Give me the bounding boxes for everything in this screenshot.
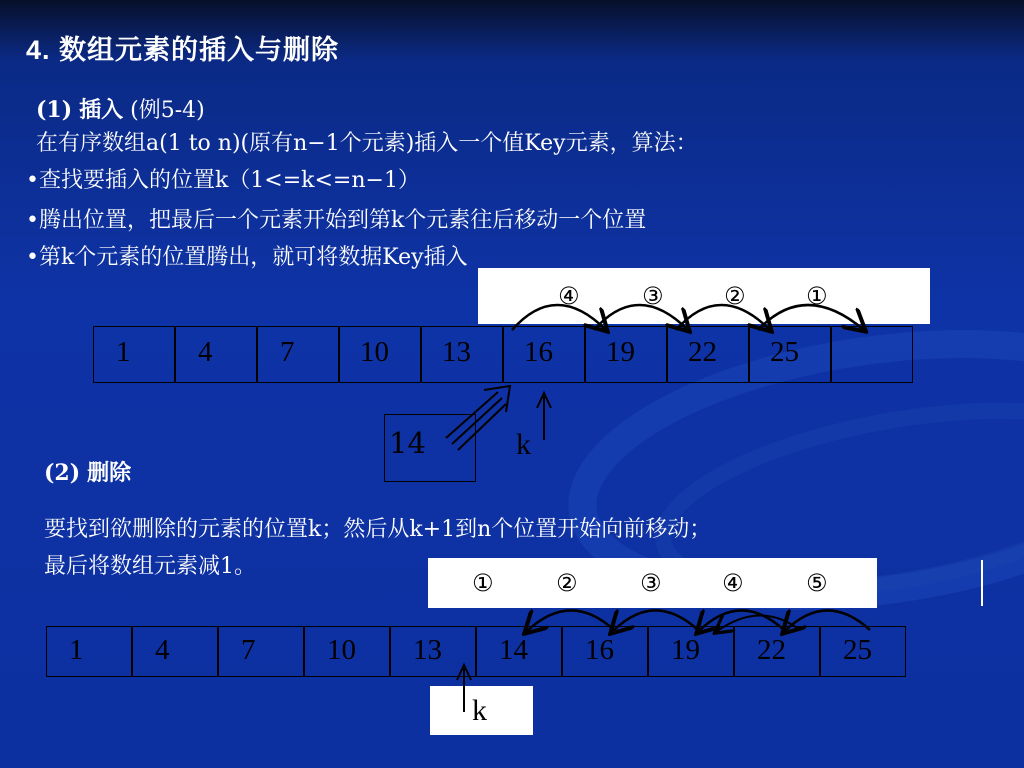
delete-step-mark: ② — [556, 569, 578, 597]
array-cell: 16 — [503, 326, 585, 383]
new-value: 14 — [389, 426, 426, 460]
insert-desc: 在有序数组a(1 to n)(原有n−1个元素)插入一个值Key元素，算法： — [36, 131, 698, 156]
array-cell: 25 — [820, 626, 906, 677]
delete-desc-1: 要找到欲删除的元素的位置k；然后从k+1到n个位置开始向前移动； — [44, 517, 712, 542]
insert-heading-text: 插入 — [79, 97, 124, 123]
array-cell: 19 — [585, 326, 667, 383]
insert-step-mark: ④ — [558, 282, 580, 310]
delete-heading-number: (2) — [44, 460, 81, 486]
array-cell: 13 — [421, 326, 503, 383]
insert-bullet-1: •查找要插入的位置k（1<=k<=n−1） — [26, 168, 420, 193]
insert-step-mark: ② — [724, 282, 746, 310]
page-title: 4. 数组元素的插入与删除 — [26, 35, 340, 65]
insert-step-mark: ① — [806, 282, 828, 310]
array-cell: 19 — [648, 626, 734, 677]
delete-step-mark: ① — [472, 569, 494, 597]
array-cell: 22 — [667, 326, 749, 383]
array-cell: 10 — [304, 626, 390, 677]
insert-step-mark: ③ — [642, 282, 664, 310]
array-cell: 4 — [175, 326, 257, 383]
array-cell: 1 — [93, 326, 175, 383]
insert-bullet-3: •第k个元素的位置腾出，就可将数据Key插入 — [26, 245, 468, 270]
k-label: k — [516, 428, 531, 461]
array-cell: 22 — [734, 626, 820, 677]
array-cell: 25 — [749, 326, 831, 383]
array-cell: 7 — [218, 626, 304, 677]
array-cell: 13 — [390, 626, 476, 677]
array-cell: 7 — [257, 326, 339, 383]
array-cell: 16 — [562, 626, 648, 677]
insert-heading-ref: (例5-4) — [130, 98, 205, 123]
array-cell: 4 — [132, 626, 218, 677]
delete-heading-text: 删除 — [87, 460, 132, 486]
delete-k-label: k — [472, 694, 487, 727]
array-cell: 14 — [476, 626, 562, 677]
delete-step-mark: ⑤ — [806, 569, 828, 597]
delete-desc-2: 最后将数组元素减1。 — [44, 554, 256, 579]
delete-step-mark: ④ — [722, 569, 744, 597]
array-cell: 10 — [339, 326, 421, 383]
delete-step-mark: ③ — [640, 569, 662, 597]
array-cell: 1 — [46, 626, 132, 677]
insert-heading-number: (1) — [36, 97, 73, 123]
insert-bullet-2: •腾出位置，把最后一个元素开始到第k个元素往后移动一个位置 — [26, 208, 647, 233]
